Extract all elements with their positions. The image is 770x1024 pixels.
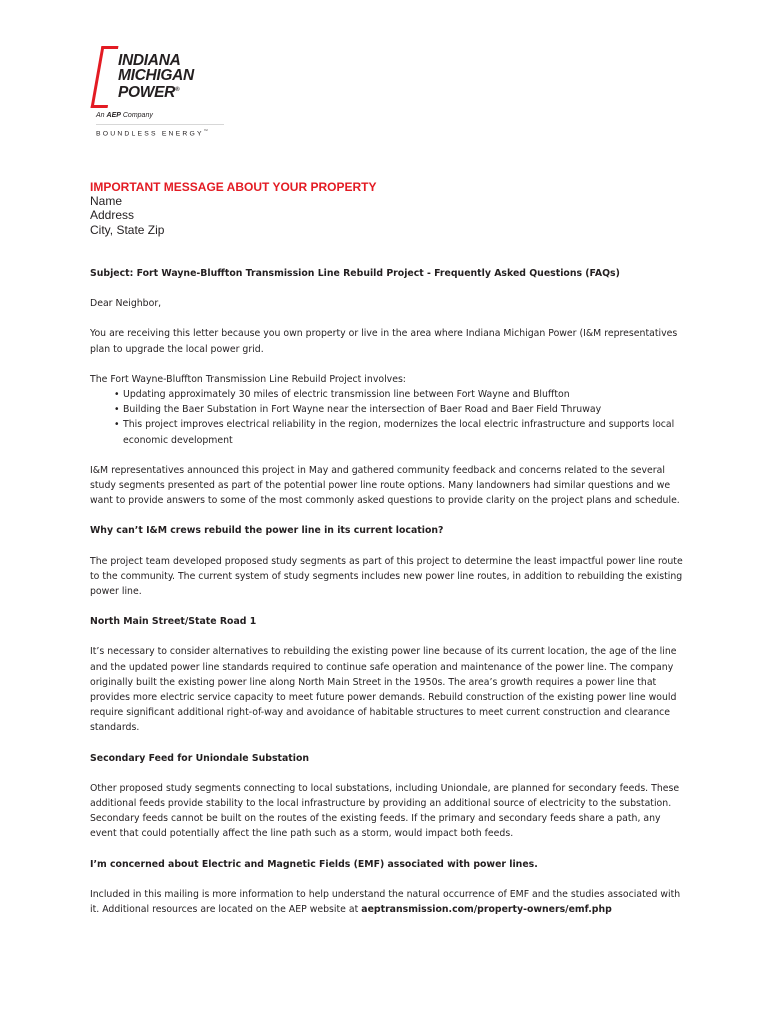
bullet-glyph: • — [114, 419, 120, 431]
recipient-address: Address — [90, 208, 135, 223]
logo-aep-company — [96, 112, 153, 119]
faq-question-rebuild-location: Why can’t I&M crews rebuild the power line in its current location? — [90, 525, 444, 537]
logo-tagline-tm: ™ — [203, 128, 208, 133]
recipient-name: Name — [90, 194, 123, 209]
announcement-paragraph: I&M representatives announced this project in May and gathered community feedback and concerns related to the several study segments presented as part of the potential power line route options. Many landowners had similar questions and we want to provide answers to some of the most commonly asked questions to provide clarity on the project plans and schedule. — [90, 464, 680, 507]
logo-trademark: ® — [175, 87, 180, 93]
letter-intro: You are receiving this letter because you own property or live in the area where Indiana Michigan Power (I&M representatives plan to upgrade the local power grid. — [90, 328, 678, 355]
logo-aep-suffix: Company — [122, 112, 153, 119]
bullet-glyph: • — [114, 389, 120, 401]
section-heading-secondary-feed: Secondary Feed for Uniondale Substation — [90, 752, 310, 764]
list-item — [90, 402, 690, 417]
logo-tagline — [96, 128, 208, 137]
faq-answer-emf — [90, 887, 690, 917]
list-item-text: Updating approximately 30 miles of electric transmission line between Fort Wayne and Bluffton — [123, 389, 570, 401]
section-body-secondary-feed: Other proposed study segments connecting to local substations, including Uniondale, are planned for secondary feeds. These additional feeds provide stability to the local infrastructure by providing an additional source of electricity to the substation. Secondary feeds cannot be built on the routes of the existing feeds. If the primary and secondary feeds share a path, any event that could potentially affect the line path such as a storm, would impact both feeds. — [90, 782, 680, 840]
emf-website-link[interactable]: aeptransmission.com/property-owners/emf.php — [361, 904, 612, 916]
bullet-glyph: • — [114, 404, 120, 416]
faq-question-emf: I’m concerned about Electric and Magnetic Fields (EMF) associated with power lines. — [90, 858, 538, 870]
letter-greeting: Dear Neighbor, — [90, 298, 162, 310]
list-item-text: This project improves electrical reliability in the region, modernizes the local electric infrastructure and supports local economic development — [123, 419, 675, 446]
section-heading-north-main-street: North Main Street/State Road 1 — [90, 616, 257, 628]
project-involves-lead: The Fort Wayne-Bluffton Transmission Line Rebuild Project involves: — [90, 373, 406, 385]
logo-tagline-text: BOUNDLESS ENERGY — [96, 130, 204, 138]
logo-line-3-text: POWER — [118, 84, 176, 102]
logo-aep-name: AEP — [106, 112, 121, 119]
logo-line-3 — [118, 83, 179, 100]
important-message-heading: IMPORTANT MESSAGE ABOUT YOUR PROPERTY — [90, 180, 377, 194]
project-bullet-list — [90, 387, 690, 448]
list-item — [90, 417, 690, 447]
recipient-city-state-zip: City, State Zip — [90, 222, 165, 237]
address-block — [90, 180, 376, 237]
section-body-north-main-street: It’s necessary to consider alternatives to rebuilding the existing power line because of its current location, the age of the line and the updated power line standards required to continue safe operation and maintenance of the power line. The company originally built the existing power line along North Main Street in the 1950s. The area’s growth requires a power line that provides more electric service capacity to meet future power demands. Rebuild construction of the existing power line would require significant additional right-of-way and avoidance of habitable structures to meet current construction and clearance standards. — [90, 646, 677, 734]
indiana-michigan-power-logo — [96, 44, 236, 139]
list-item-text: Building the Baer Substation in Fort Wayne near the intersection of Baer Road and Baer Field Thruway — [123, 404, 602, 416]
logo-line-2: MICHIGAN — [118, 67, 194, 84]
logo-divider — [96, 124, 224, 125]
logo-aep-prefix: An — [96, 112, 105, 119]
list-item — [90, 387, 690, 402]
faq-answer-emf-text: Included in this mailing is more information to help understand the natural occurrence of EMF and the studies associated with it. Additional resources are located on the AEP website at — [90, 888, 681, 916]
letter-body — [90, 266, 690, 932]
faq-answer-rebuild-location: The project team developed proposed study segments as part of this project to determine the least impactful power line route to the community. The current system of study segments includes new power line routes, in addition to rebuilding the existing power line. — [90, 555, 683, 598]
letter-subject: Subject: Fort Wayne-Bluffton Transmission Line Rebuild Project - Frequently Asked Questions (FAQs) — [90, 268, 620, 279]
logo-bracket-mark — [91, 46, 119, 108]
logo-line-1: INDIANA — [118, 52, 181, 69]
